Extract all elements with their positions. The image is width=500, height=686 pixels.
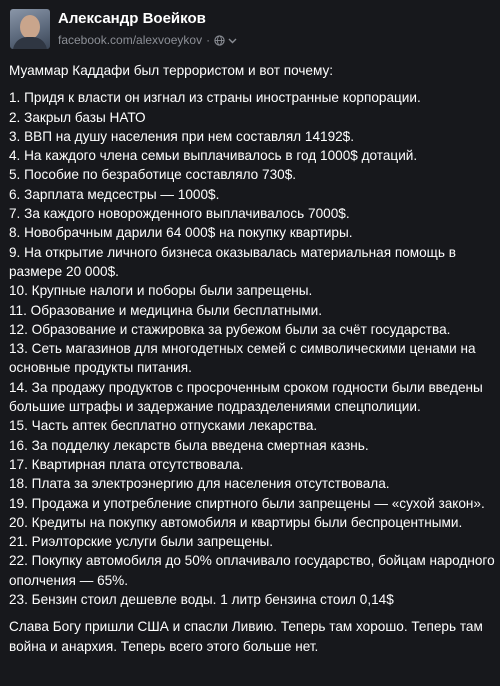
list-item: 9. На открытие личного бизнеса оказывалась материальная помощь в размере 20 000$. <box>9 244 456 279</box>
list-item: 16. За подделку лекарств была введена смертная казнь. <box>9 437 369 453</box>
list-item: 1. Придя к власти он изгнал из страны иностранные корпорации. <box>9 90 421 106</box>
list-item: 21. Риэлторские услуги были запрещены. <box>9 534 274 550</box>
list-item: 20. Кредиты на покупку автомобиля и квартиры были беспроцентными. <box>9 514 463 530</box>
post-closing: Слава Богу пришли США и спасли Ливию. Теперь там хорошо. Теперь там война и анархия. Теперь всего этого больше нет. <box>9 619 483 654</box>
list-item: 18. Плата за электроэнергию для населения отсутствовала. <box>9 476 390 492</box>
globe-icon <box>214 35 225 46</box>
post-list <box>9 88 495 609</box>
list-item: 6. Зарплата медсестры — 1000$. <box>9 186 220 202</box>
list-item: 23. Бензин стоил дешевле воды. 1 литр бензина стоил 0,14$ <box>9 592 394 608</box>
separator-dot: · <box>206 33 211 47</box>
post-header <box>10 9 237 49</box>
list-item: 4. На каждого члена семьи выплачивалось в год 1000$ дотаций. <box>9 148 418 164</box>
list-item: 8. Новобрачным дарили 64 000$ на покупку квартиры. <box>9 225 353 241</box>
list-item: 5. Пособие по безработице составляло 730$. <box>9 167 297 183</box>
chevron-down-icon[interactable] <box>228 36 237 45</box>
author-name[interactable]: Александр Воейков <box>58 10 206 27</box>
source-link[interactable]: facebook.com/alexvoeykov <box>58 33 203 47</box>
list-item: 10. Крупные налоги и поборы были запрещены. <box>9 283 313 299</box>
post-body <box>9 61 495 656</box>
list-item: 12. Образование и стажировка за рубежом были за счёт государства. <box>9 321 451 337</box>
list-item: 7. За каждого новорожденного выплачивалось 7000$. <box>9 206 350 222</box>
post-meta <box>58 9 237 48</box>
list-item: 22. Покупку автомобиля до 50% оплачивало государство, бойцам народного ополчения — 65%. <box>9 553 495 588</box>
post-intro: Муаммар Каддафи был террористом и вот почему: <box>9 63 334 78</box>
list-item: 3. ВВП на душу населения при нем составлял 14192$. <box>9 128 355 144</box>
list-item: 2. Закрыл базы НАТО <box>9 109 146 125</box>
list-item: 15. Часть аптек бесплатно отпусками лекарства. <box>9 418 318 434</box>
list-item: 17. Квартирная плата отсутствовала. <box>9 456 244 472</box>
post-source-row <box>58 32 237 48</box>
list-item: 14. За продажу продуктов с просроченным сроком годности были введены большие штрафы и задержание подразделениями спецполиции. <box>9 379 483 415</box>
list-item: 19. Продажа и употребление спиртного были запрещены — «сухой закон». <box>9 495 485 511</box>
avatar[interactable] <box>10 9 50 49</box>
list-item: 11. Образование и медицина были бесплатными. <box>9 302 323 318</box>
list-item: 13. Сеть магазинов для многодетных семей с символическими ценами на основные продукты питания. <box>9 341 476 376</box>
